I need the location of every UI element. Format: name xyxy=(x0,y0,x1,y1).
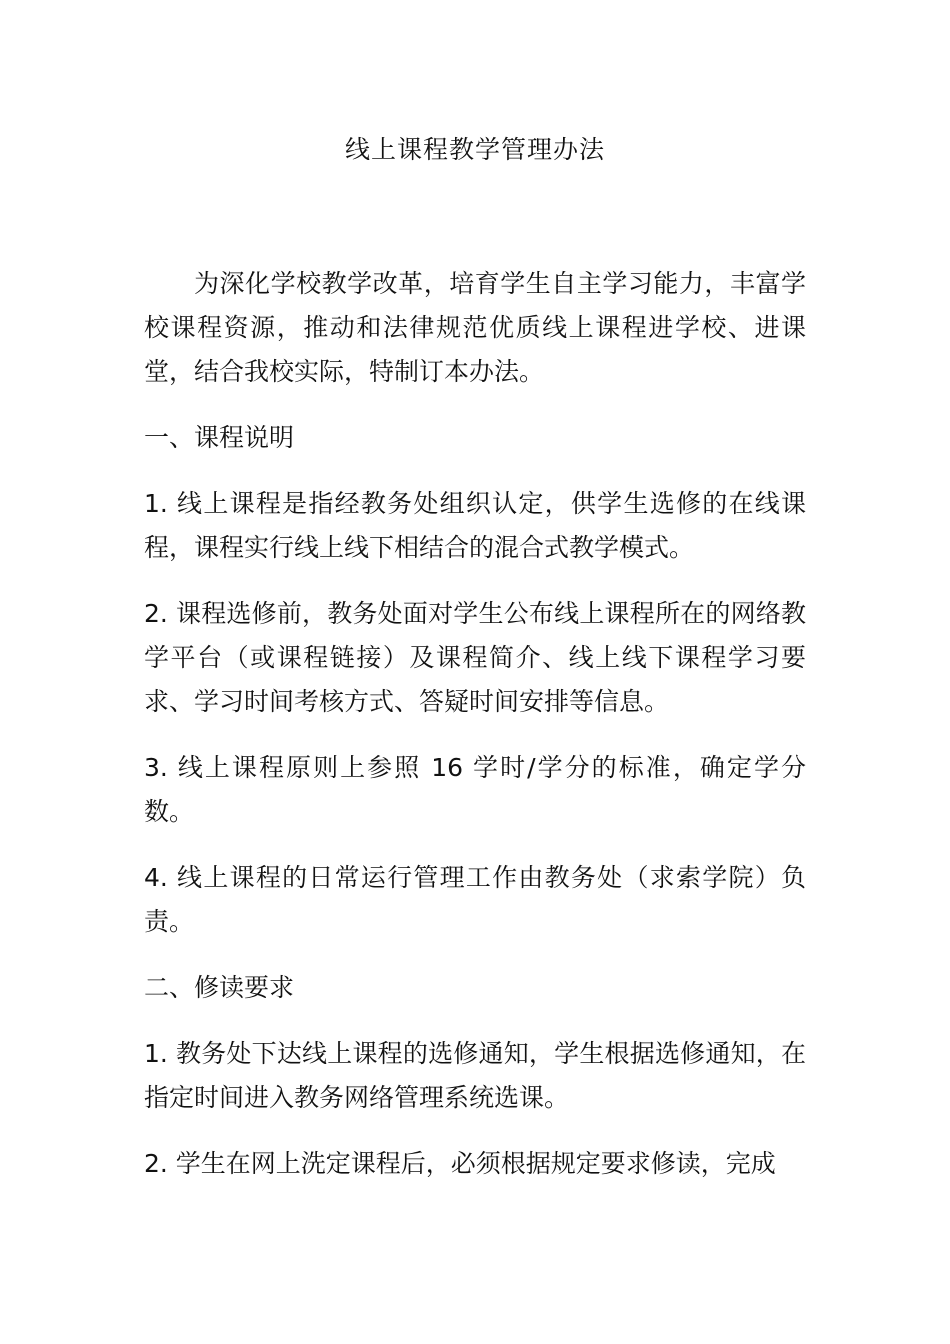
section-heading-course-description: 一、课程说明 xyxy=(144,423,295,452)
section-1-item-4: 4. 线上课程的日常运行管理工作由教务处（求索学院）负责。 xyxy=(144,863,806,936)
section-1-item-1: 1. 线上课程是指经教务处组织认定，供学生选修的在线课程，课程实行线上线下相结合的混合式教学模式。 xyxy=(144,489,806,562)
intro-paragraph: 为深化学校教学改革，培育学生自主学习能力，丰富学校课程资源，推动和法律规范优质线上课程进学校、进课堂，结合我校实际，特制订本办法。 xyxy=(144,269,806,386)
document-body xyxy=(144,262,806,1208)
document-title: 线上课程教学管理办法 xyxy=(344,135,605,164)
section-1-item-3: 3. 线上课程原则上参照 16 学时/学分的标准，确定学分数。 xyxy=(144,753,806,826)
section-2-item-2: 2. 学生在网上洗定课程后，必须根据规定要求修读，完成 xyxy=(144,1149,776,1178)
section-2-item-1: 1. 教务处下达线上课程的选修通知，学生根据选修通知，在指定时间进入教务网络管理系统选课。 xyxy=(144,1039,806,1112)
section-heading-study-requirements: 二、修读要求 xyxy=(144,973,295,1002)
section-1-item-2: 2. 课程选修前，教务处面对学生公布线上课程所在的网络教学平台（或课程链接）及课程简介、线上线下课程学习要求、学习时间考核方式、答疑时间安排等信息。 xyxy=(144,599,806,716)
